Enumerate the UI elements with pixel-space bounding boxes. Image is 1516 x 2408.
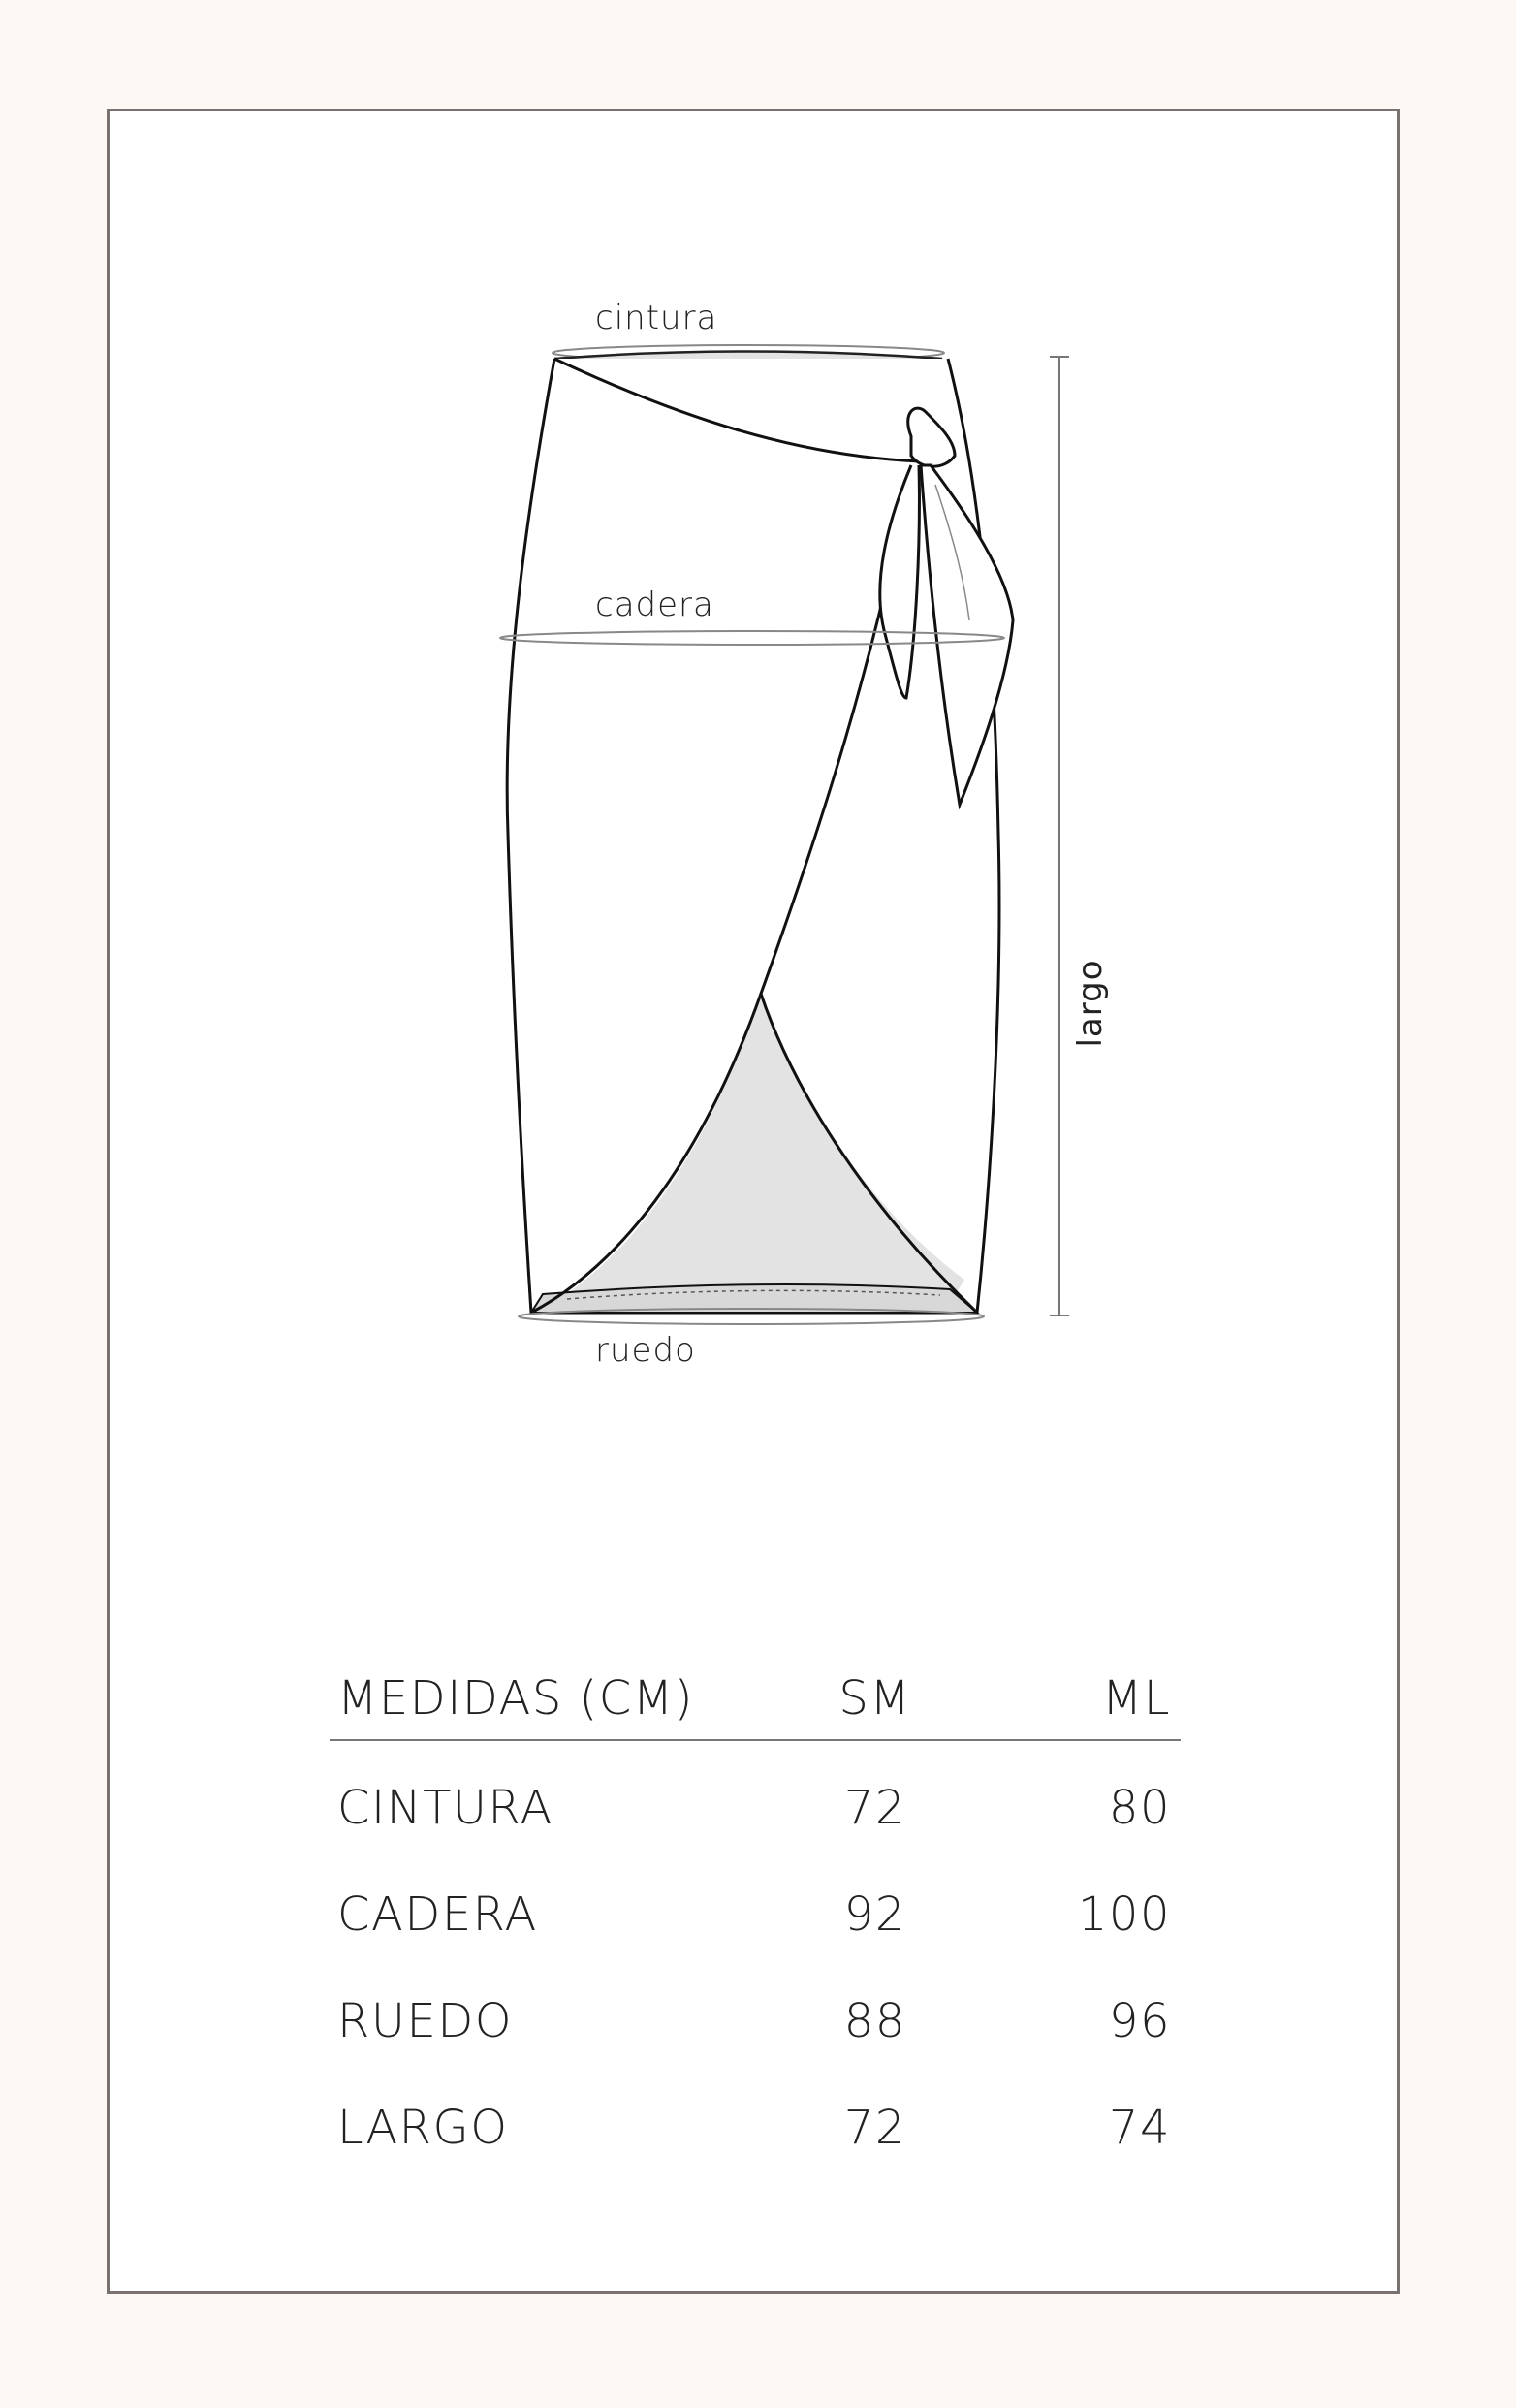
table-row	[330, 1755, 1181, 1861]
table-row	[330, 2075, 1181, 2181]
row-ml-value: 96	[1108, 1994, 1171, 2048]
size-table	[330, 1648, 1181, 2181]
row-name: RUEDO	[337, 1994, 514, 2048]
label-waist: cintura	[595, 299, 718, 337]
row-name: LARGO	[337, 2101, 509, 2155]
table-row	[330, 1861, 1181, 1968]
table-row	[330, 1968, 1181, 2075]
row-ml-value: 100	[1077, 1887, 1171, 1942]
header-ml: ML	[1101, 1671, 1171, 1726]
header-measures: MEDIDAS (CM)	[337, 1671, 694, 1726]
header-sm: SM	[838, 1671, 912, 1726]
row-sm-value: 72	[843, 2101, 906, 2155]
row-ml-value: 74	[1108, 2101, 1171, 2155]
label-hip: cadera	[595, 586, 714, 624]
row-name: CINTURA	[337, 1781, 553, 1835]
size-table-header	[330, 1648, 1181, 1741]
label-length: largo	[1071, 959, 1110, 1048]
row-ml-value: 80	[1108, 1781, 1171, 1835]
row-sm-value: 72	[843, 1781, 906, 1835]
row-name: CADERA	[337, 1887, 538, 1942]
label-hem: ruedo	[595, 1331, 696, 1370]
row-sm-value: 92	[843, 1887, 906, 1942]
row-sm-value: 88	[843, 1994, 906, 2048]
